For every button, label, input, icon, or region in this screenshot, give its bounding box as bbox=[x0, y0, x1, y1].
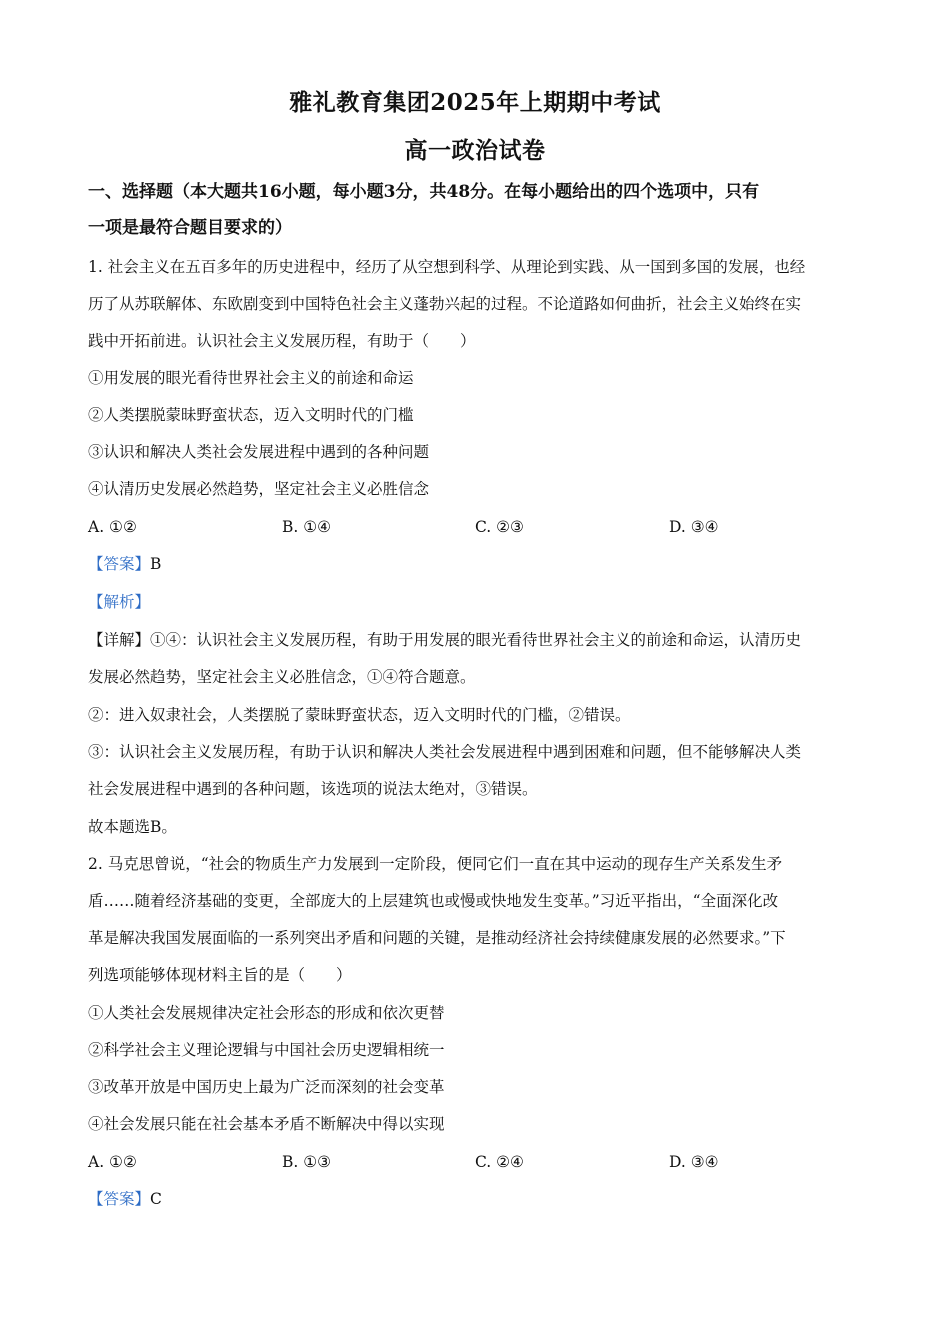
q2-item-3: ③改革开放是中国历史上最为广泛而深刻的社会变革 bbox=[88, 1078, 445, 1096]
q1-explanation-line-3: ②：进入奴隶社会，人类摆脱了蒙昧野蛮状态，迈入文明时代的门槛，②错误。 bbox=[88, 706, 631, 724]
q2-stem-line-4: 列选项能够体现材料主旨的是（ ） bbox=[88, 966, 352, 984]
q1-explanation-line-6: 故本题选B。 bbox=[88, 818, 177, 836]
q1-explanation-line-4: ③：认识社会主义发展历程，有助于认识和解决人类社会发展进程中遇到困难和问题，但不能够解决人类 bbox=[88, 743, 802, 761]
q2-option-c: C. ②④ bbox=[475, 1153, 524, 1171]
q1-option-c: C. ②③ bbox=[475, 518, 524, 536]
q1-explanation-line-1 bbox=[88, 630, 868, 650]
analysis-tag: 【解析】 bbox=[88, 593, 151, 611]
detail-tag: 【详解】 bbox=[88, 631, 151, 649]
q2-item-4: ④社会发展只能在社会基本矛盾不断解决中得以实现 bbox=[88, 1115, 445, 1133]
q1-answer-row bbox=[88, 554, 868, 574]
exam-subtitle: 高一政治试卷 bbox=[404, 137, 546, 164]
q2-item-1: ①人类社会发展规律决定社会形态的形成和依次更替 bbox=[88, 1004, 445, 1022]
q1-stem-line-1: 1. 社会主义在五百多年的历史进程中，经历了从空想到科学、从理论到实践、从一国到多国的发展，也经 bbox=[88, 258, 806, 276]
q2-stem-line-2: 盾……随着经济基础的变更，全部庞大的上层建筑也或慢或快地发生变革。”习近平指出，“全面深化改 bbox=[88, 892, 779, 910]
q2-option-d: D. ③④ bbox=[669, 1153, 719, 1171]
q1-option-b: B. ①④ bbox=[282, 518, 332, 536]
q1-analysis-row bbox=[88, 592, 868, 612]
q2-stem-line-3: 革是解决我国发展面临的一系列突出矛盾和问题的关键，是推动经济社会持续健康发展的必然要求。”下 bbox=[88, 929, 786, 947]
q2-option-a: A. ①② bbox=[88, 1153, 137, 1171]
q1-item-4: ④认清历史发展必然趋势，坚定社会主义必胜信念 bbox=[88, 480, 430, 498]
q1-explanation-line-5: 社会发展进程中遇到的各种问题，该选项的说法太绝对，③错误。 bbox=[88, 780, 538, 798]
exam-title: 雅礼教育集团2025年上期期中考试 bbox=[289, 89, 661, 116]
q1-stem-line-2: 历了从苏联解体、东欧剧变到中国特色社会主义蓬勃兴起的过程。不论道路如何曲折，社会主义始终在实 bbox=[88, 295, 802, 313]
q1-item-2: ②人类摆脱蒙昧野蛮状态，迈入文明时代的门槛 bbox=[88, 406, 414, 424]
q2-answer-row bbox=[88, 1189, 868, 1209]
q1-option-d: D. ③④ bbox=[669, 518, 719, 536]
q1-item-1: ①用发展的眼光看待世界社会主义的前途和命运 bbox=[88, 369, 414, 387]
explanation-text: ①④：认识社会主义发展历程，有助于用发展的眼光看待世界社会主义的前途和命运，认清历史 bbox=[150, 631, 802, 649]
section-header-line-2: 一项是最符合题目要求的） bbox=[88, 218, 292, 238]
q1-explanation-line-2: 发展必然趋势，坚定社会主义必胜信念，①④符合题意。 bbox=[88, 668, 476, 686]
answer-value: B bbox=[150, 555, 162, 573]
q2-stem-line-1: 2. 马克思曾说，“社会的物质生产力发展到一定阶段，便同它们一直在其中运动的现存生产关系发生矛 bbox=[88, 855, 783, 873]
q2-option-b: B. ①③ bbox=[282, 1153, 332, 1171]
q2-item-2: ②科学社会主义理论逻辑与中国社会历史逻辑相统一 bbox=[88, 1041, 445, 1059]
answer-tag: 【答案】 bbox=[88, 1190, 151, 1208]
q1-item-3: ③认识和解决人类社会发展进程中遇到的各种问题 bbox=[88, 443, 430, 461]
q1-stem-line-3: 践中开拓前进。认识社会主义发展历程，有助于（ ） bbox=[88, 332, 476, 350]
section-header-line-1: 一、选择题（本大题共16小题，每小题3分，共48分。在每小题给出的四个选项中，只有 bbox=[88, 182, 760, 202]
q1-option-a: A. ①② bbox=[88, 518, 137, 536]
answer-value: C bbox=[150, 1190, 162, 1208]
answer-tag: 【答案】 bbox=[88, 555, 151, 573]
